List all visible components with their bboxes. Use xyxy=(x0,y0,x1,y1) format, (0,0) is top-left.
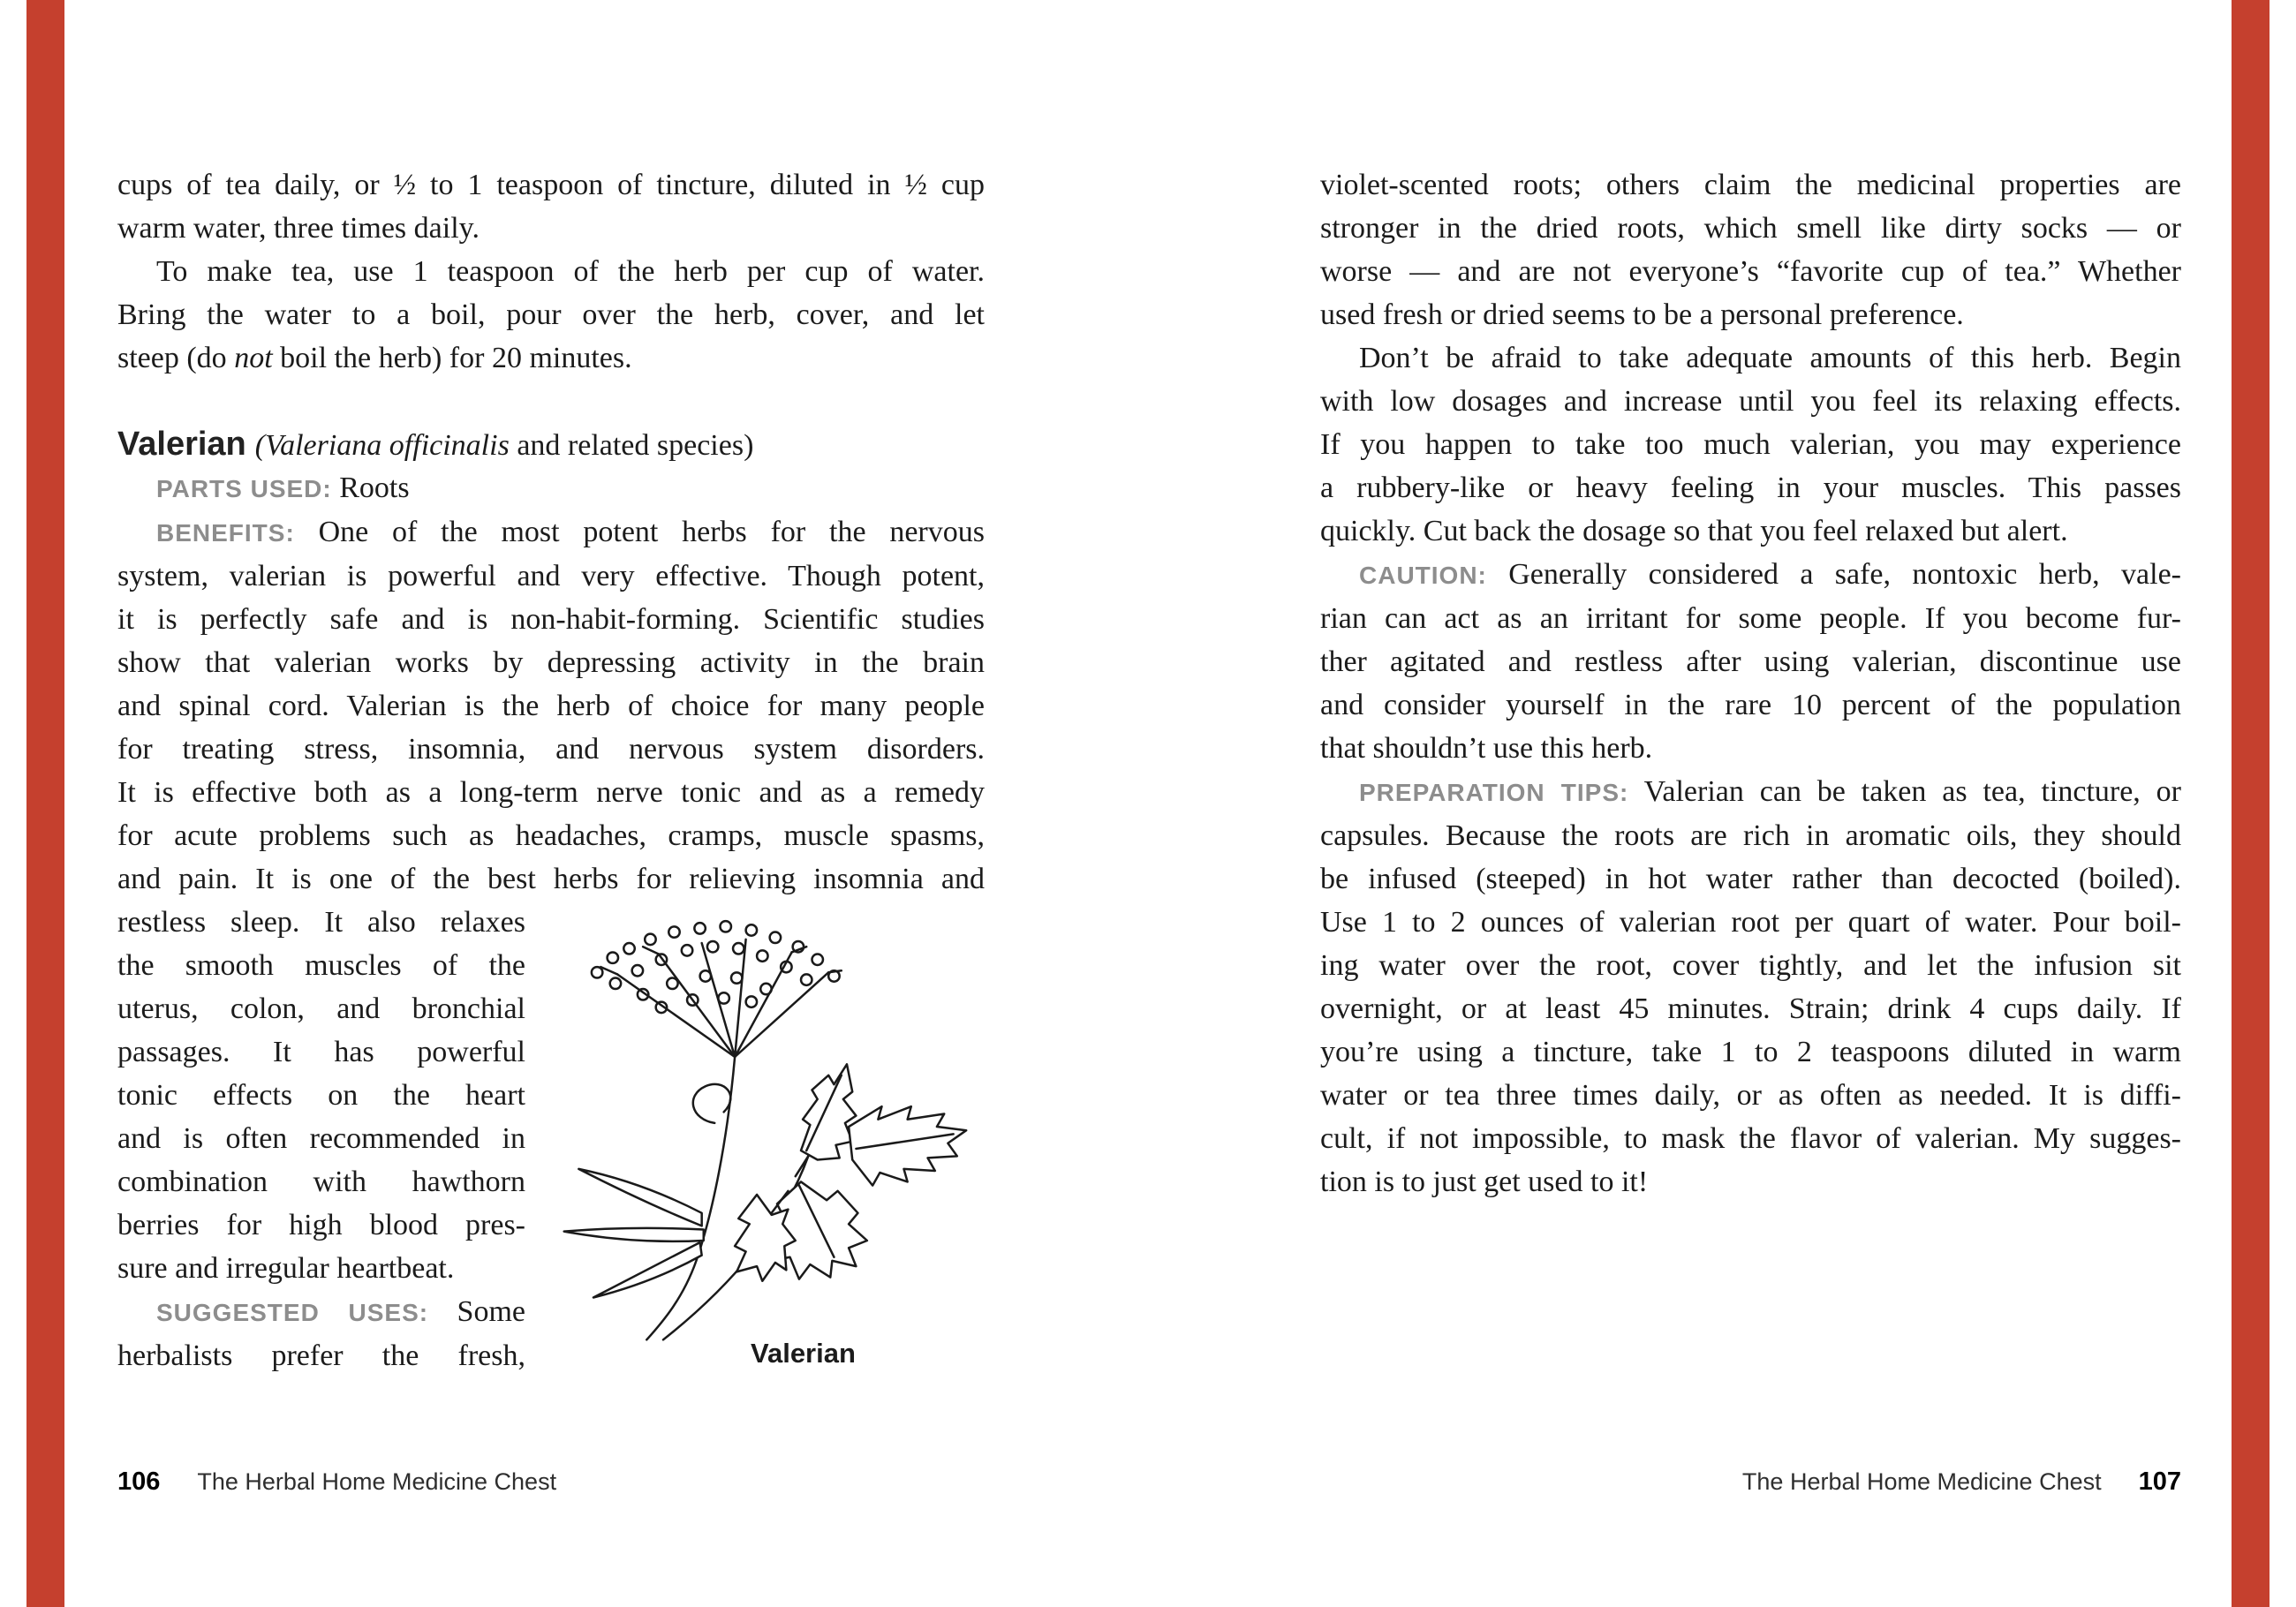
text-line: and consider yourself in the rare 10 percent of the population xyxy=(1320,689,2181,721)
paragraph xyxy=(1320,163,2181,336)
left-detail-paragraphs xyxy=(117,466,985,901)
left-page-column xyxy=(117,163,985,1377)
text-line: It is effective both as a long-term nerve tonic and as a remedy xyxy=(117,776,985,809)
text-line: PARTS USED: Roots xyxy=(156,472,410,504)
text-line: tion is to just get used to it! xyxy=(1320,1166,1649,1198)
illustration-container xyxy=(525,901,985,1377)
text-line: BENEFITS: One of the most potent herbs for the nervous xyxy=(156,516,985,548)
text-line: it is perfectly safe and is non-habit-forming. Scientific studies xyxy=(117,603,985,636)
text-line: with low dosages and increase until you feel its relaxing effects. xyxy=(1320,385,2181,418)
text-line: passages. It has powerful xyxy=(117,1036,525,1068)
text-line: uterus, colon, and bronchial xyxy=(117,992,525,1025)
right-page-column xyxy=(1320,163,2181,1203)
text-line: and spinal cord. Valerian is the herb of choice for many people xyxy=(117,690,985,722)
left-narrow-paragraphs xyxy=(117,901,525,1377)
text-line: combination with hawthorn xyxy=(117,1166,525,1198)
paragraph xyxy=(117,901,525,1290)
left-top-paragraphs xyxy=(117,163,985,380)
text-line: you’re using a tincture, take 1 to 2 teaspoons diluted in warm xyxy=(1320,1036,2181,1068)
text-line: To make tea, use 1 teaspoon of the herb per cup of water. xyxy=(156,255,985,288)
text-line: water or tea three times daily, or as often as needed. It is diffi- xyxy=(1320,1079,2181,1112)
section-label: BENEFITS: xyxy=(156,519,295,547)
text-line: SUGGESTED USES: Some xyxy=(156,1295,525,1328)
text-line: ing water over the root, cover tightly, and let the infusion sit xyxy=(1320,949,2181,982)
section-label: CAUTION: xyxy=(1359,562,1487,589)
text-line: Use 1 to 2 ounces of valerian root per quart of water. Pour boil- xyxy=(1320,906,2181,939)
section-label: PARTS USED: xyxy=(156,475,332,502)
text-line: PREPARATION TIPS: Valerian can be taken as tea, tincture, or xyxy=(1359,775,2181,808)
text-line: for acute problems such as headaches, cramps, muscle spasms, xyxy=(117,819,985,852)
text-line: violet-scented roots; others claim the medicinal properties are xyxy=(1320,169,2181,201)
text-line: herbalists prefer the fresh, xyxy=(117,1339,525,1372)
text-line: sure and irregular heartbeat. xyxy=(117,1252,455,1285)
paragraph xyxy=(1320,553,2181,770)
text-line: show that valerian works by depressing activity in the brain xyxy=(117,646,985,679)
illustration-caption: Valerian xyxy=(751,1338,856,1369)
text-line: Don’t be afraid to take adequate amounts of this herb. Begin xyxy=(1359,342,2181,374)
text-line: and pain. It is one of the best herbs for relieving insomnia and xyxy=(117,863,985,895)
text-line: capsules. Because the roots are rich in aromatic oils, they should xyxy=(1320,819,2181,852)
text-line: used fresh or dried seems to be a personal preference. xyxy=(1320,298,1964,331)
text-line: rian can act as an irritant for some people. If you become fur- xyxy=(1320,602,2181,635)
herb-name-suffix: and related species) xyxy=(509,429,754,462)
footer-left xyxy=(117,1467,556,1497)
text-line: steep (do not boil the herb) for 20 minutes. xyxy=(117,342,632,374)
text-wrap-row xyxy=(117,901,985,1377)
text-line: that shouldn’t use this herb. xyxy=(1320,732,1653,765)
book-edge-right xyxy=(2232,0,2270,1607)
paragraph xyxy=(117,466,985,510)
text-line: a rubbery-like or heavy feeling in your muscles. This passes xyxy=(1320,472,2181,504)
text-line: CAUTION: Generally considered a safe, nontoxic herb, vale- xyxy=(1359,558,2181,591)
paragraph xyxy=(117,510,985,901)
text-line: be infused (steeped) in hot water rather than decocted (boiled). xyxy=(1320,863,2181,895)
text-line: cups of tea daily, or ½ to 1 teaspoon of tincture, diluted in ½ cup xyxy=(117,169,985,201)
section-label: PREPARATION TIPS: xyxy=(1359,779,1629,806)
book-title-left: The Herbal Home Medicine Chest xyxy=(197,1468,557,1495)
book-edge-left xyxy=(26,0,64,1607)
paragraph xyxy=(1320,770,2181,1203)
text-line: warm water, three times daily. xyxy=(117,212,480,245)
text-line: quickly. Cut back the dosage so that you feel relaxed but alert. xyxy=(1320,515,2068,547)
text-line: and is often recommended in xyxy=(117,1122,525,1155)
text-line: ther agitated and restless after using valerian, discontinue use xyxy=(1320,645,2181,678)
text-line: overnight, or at least 45 minutes. Strain; drink 4 cups daily. If xyxy=(1320,992,2181,1025)
page-number-left: 106 xyxy=(117,1467,161,1496)
paragraph xyxy=(1320,336,2181,553)
text-line: berries for high blood pres- xyxy=(117,1209,525,1241)
valerian-illustration xyxy=(525,909,985,1342)
paragraph xyxy=(117,250,985,380)
section-label: SUGGESTED USES: xyxy=(156,1299,429,1326)
text-line: the smooth muscles of the xyxy=(117,949,525,982)
text-line: for treating stress, insomnia, and nervous system disorders. xyxy=(117,733,985,766)
book-title-right: The Herbal Home Medicine Chest xyxy=(1741,1468,2102,1495)
text-line: Bring the water to a boil, pour over the herb, cover, and let xyxy=(117,298,985,331)
text-line: stronger in the dried roots, which smell like dirty socks — or xyxy=(1320,212,2181,245)
paragraph xyxy=(117,1290,525,1377)
text-line: system, valerian is powerful and very effective. Though potent, xyxy=(117,560,985,592)
text-line: If you happen to take too much valerian, you may experience xyxy=(1320,428,2181,461)
page-number-right: 107 xyxy=(2138,1467,2181,1496)
text-line: tonic effects on the heart xyxy=(117,1079,525,1112)
paragraph xyxy=(117,163,985,250)
text-line: cult, if not impossible, to mask the flavor of valerian. My sugges- xyxy=(1320,1122,2181,1155)
herb-latin-name: (Valeriana officinalis xyxy=(254,429,510,462)
herb-name: Valerian xyxy=(117,426,246,463)
text-line: worse — and are not everyone’s “favorite cup of tea.” Whether xyxy=(1320,255,2181,288)
text-line: restless sleep. It also relaxes xyxy=(117,906,525,939)
section-heading xyxy=(117,422,985,466)
footer-right xyxy=(1742,1467,2181,1497)
